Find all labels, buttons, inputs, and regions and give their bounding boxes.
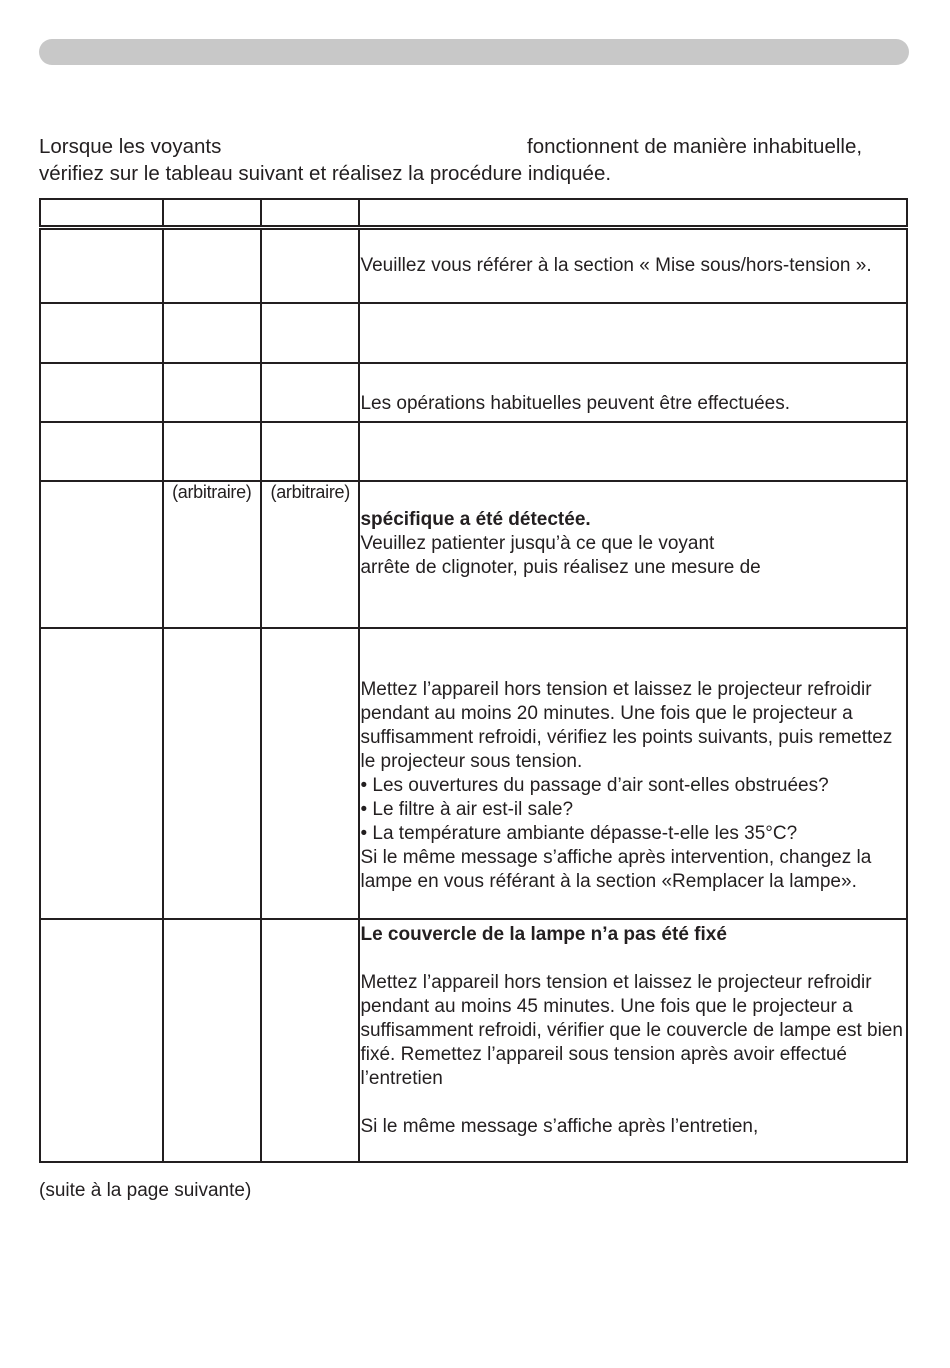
description-cell (359, 422, 907, 481)
table-cell (163, 228, 261, 304)
description-text: • Le filtre à air est-il sale? (360, 799, 574, 820)
table-cell (261, 628, 359, 919)
continued-note: (suite à la page suivante) (39, 1180, 252, 1201)
description-cell (359, 481, 907, 628)
table-cell (40, 422, 163, 481)
table-cell (261, 919, 359, 1162)
table-cell (261, 363, 359, 422)
description-heading: spécifique a été détectée. (360, 509, 591, 530)
header-cell (261, 199, 359, 228)
intro-paragraph (39, 133, 914, 187)
description-text: Veuillez vous référer à la section « Mise sous/hors-tension ». (360, 255, 872, 276)
description-text: Mettez l’appareil hors tension et laissez le projecteur refroidir pendant au moins 45 minutes. Une fois que le projecteur a suffisamment refroidi, vérifier que le couvercle de lampe est bien fixé. Remettez l’appareil sous tension après avoir effectué l’entretien (360, 972, 903, 1089)
description-text: Veuillez patienter jusqu’à ce que le voyant (360, 533, 715, 554)
header-cell (40, 199, 163, 228)
description-text: • Les ouvertures du passage d’air sont-elles obstruées? (360, 775, 829, 796)
table-cell (40, 228, 163, 304)
intro-line2: vérifiez sur le tableau suivant et réalisez la procédure indiquée. (39, 162, 612, 185)
description-text: Mettez l’appareil hors tension et laissez le projecteur refroidir pendant au moins 20 minutes. Une fois que le projecteur a suffisamment refroidi, vérifiez les points suivants, puis remettez le projecteur sous tension. (360, 679, 893, 772)
intro-line1-start: Lorsque les voyants (39, 135, 222, 158)
table-cell (40, 628, 163, 919)
arbitrary-cell: (arbitraire) (163, 481, 261, 628)
description-cell (359, 363, 907, 422)
description-text: Si le même message s’affiche après intervention, changez la lampe en vous référant à la section «Remplacer la lampe». (360, 847, 872, 892)
table-cell (163, 628, 261, 919)
table-row (40, 628, 907, 919)
table-row (40, 422, 907, 481)
table-cell (163, 919, 261, 1162)
table-row (40, 303, 907, 363)
description-cell (359, 628, 907, 919)
table-cell (40, 919, 163, 1162)
intro-line1-end: fonctionnent de manière inhabituelle, (527, 135, 863, 158)
description-cell (359, 228, 907, 304)
description-text: Si le même message s’affiche après l’entretien, (360, 1116, 759, 1137)
description-heading: Le couvercle de la lampe n’a pas été fixé (360, 924, 727, 945)
table-cell (40, 481, 163, 628)
description-cell (359, 303, 907, 363)
description-text: arrête de clignoter, puis réalisez une mesure de (360, 557, 761, 578)
table-row (40, 919, 907, 1162)
table-cell (261, 228, 359, 304)
table-cell (163, 363, 261, 422)
table-row (40, 363, 907, 422)
table-cell (40, 363, 163, 422)
description-cell (359, 919, 907, 1162)
header-bar (39, 39, 909, 65)
table-cell (40, 303, 163, 363)
table-cell (163, 303, 261, 363)
table-row (40, 228, 907, 304)
arbitrary-cell: (arbitraire) (261, 481, 359, 628)
table-header-row (40, 199, 907, 228)
description-text: • La température ambiante dépasse-t-elle les 35°C? (360, 823, 798, 844)
header-cell (163, 199, 261, 228)
table-cell (261, 422, 359, 481)
table-row (40, 481, 907, 628)
description-text: Les opérations habituelles peuvent être effectuées. (360, 393, 791, 414)
header-cell (359, 199, 907, 228)
table-cell (261, 303, 359, 363)
indicator-table (39, 198, 908, 1163)
table-cell (163, 422, 261, 481)
